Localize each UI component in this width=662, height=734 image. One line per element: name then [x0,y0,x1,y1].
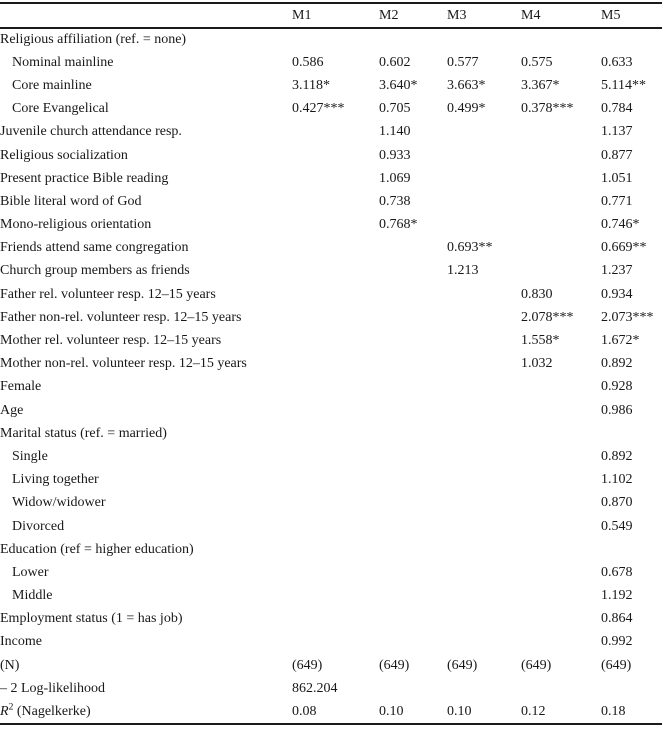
cell-m3 [447,538,521,561]
cell-m1 [292,329,379,352]
cell-m3 [447,677,521,700]
cell-m2 [379,585,447,608]
cell-m5: 1.672* [601,333,640,349]
row-label: (N) [0,657,20,673]
table-row [0,492,662,515]
table-row [0,538,662,561]
cell-m4 [521,376,601,399]
row-label: Father rel. volunteer resp. 12–15 years [0,286,216,302]
cell-m4 [521,190,601,213]
row-label: Mother rel. volunteer resp. 12–15 years [0,333,222,349]
table-row [0,561,662,584]
cell-m1 [292,376,379,399]
cell-m4 [521,260,601,283]
table-row [0,237,662,260]
cell-m5 [601,677,662,700]
cell-m1 [292,399,379,422]
cell-m5 [601,538,662,561]
row-label: Income [0,634,42,650]
cell-m3 [447,167,521,190]
cell-m5: 0.892 [601,356,633,372]
column-header-m4: M4 [521,3,601,28]
cell-m3 [447,585,521,608]
row-label [0,700,292,723]
table-row [0,51,662,74]
cell-m2: 0.705 [379,101,411,117]
cell-m1: 3.118* [292,77,330,93]
table-row [0,608,662,631]
cell-m3: 1.213 [447,263,479,279]
cell-m3: 0.693** [447,240,493,256]
cell-m5: (649) [601,657,632,673]
cell-m5 [601,422,662,445]
cell-m5: 2.073*** [601,309,654,325]
table-row [0,515,662,538]
cell-m3: 0.499* [447,101,486,117]
row-label: Nominal mainline [12,54,114,70]
cell-m1: 0.586 [292,54,324,70]
row-label: Female [0,379,42,395]
cell-m3 [447,121,521,144]
row-label: Core mainline [12,77,92,93]
row-label: Religious affiliation (ref. = none) [0,32,187,48]
row-label: Father non-rel. volunteer resp. 12–15 years [0,309,242,325]
row-label-superscript: 2 [8,701,14,712]
cell-m2: 0.738 [379,193,411,209]
cell-m5: 1.237 [601,263,633,279]
table-row [0,353,662,376]
cell-m5: 0.549 [601,518,633,534]
cell-m3 [447,515,521,538]
cell-m3: 0.577 [447,54,479,70]
row-label: Religious socialization [0,147,128,163]
table-body [0,28,662,724]
cell-m5: 0.928 [601,379,633,395]
cell-m5: 0.678 [601,564,633,580]
cell-m1 [292,515,379,538]
row-label: Juvenile church attendance resp. [0,124,182,140]
row-label: Divorced [12,518,65,534]
cell-m2 [379,561,447,584]
cell-m5: 0.669** [601,240,647,256]
cell-m5: 0.934 [601,286,633,302]
cell-m2 [379,422,447,445]
cell-m4: 3.367* [521,77,560,93]
table-row [0,214,662,237]
cell-m2: 1.140 [379,124,411,140]
cell-m1: 0.08 [292,703,317,719]
cell-m5: 0.870 [601,495,633,511]
cell-m5: 0.746* [601,217,640,233]
cell-m2: 0.768* [379,217,418,233]
cell-m5: 1.051 [601,170,633,186]
table-row [0,74,662,97]
row-label: Mono-religious orientation [0,217,152,233]
cell-m4 [521,399,601,422]
cell-m1 [292,445,379,468]
column-header-m5: M5 [601,3,662,28]
cell-m4: 0.12 [521,703,546,719]
cell-m2 [379,445,447,468]
cell-m2 [379,353,447,376]
table-row [0,121,662,144]
table-row [0,28,662,51]
row-label: Mother non-rel. volunteer resp. 12–15 years [0,356,247,372]
column-header-m3: M3 [447,3,521,28]
cell-m2 [379,631,447,654]
row-label: Present practice Bible reading [0,170,169,186]
cell-m2: 1.069 [379,170,411,186]
cell-m4: 2.078*** [521,309,574,325]
cell-m1 [292,144,379,167]
row-label: Lower [12,564,49,580]
cell-m3 [447,214,521,237]
cell-m5: 0.771 [601,193,633,209]
table-row [0,144,662,167]
cell-m5: 0.864 [601,611,633,627]
cell-m2: 3.640* [379,77,418,93]
cell-m2 [379,608,447,631]
cell-m5: 0.992 [601,634,633,650]
cell-m5: 1.102 [601,472,633,488]
cell-m2: 0.10 [379,703,404,719]
cell-m2: 0.933 [379,147,411,163]
cell-m5: 1.192 [601,588,633,604]
cell-m1 [292,608,379,631]
cell-m4 [521,585,601,608]
cell-m3 [447,190,521,213]
cell-m5: 0.633 [601,54,633,70]
cell-m3 [447,631,521,654]
cell-m3 [447,376,521,399]
cell-m5: 1.137 [601,124,633,140]
cell-m3 [447,353,521,376]
cell-m2 [379,283,447,306]
cell-m2 [379,376,447,399]
cell-m2: 0.602 [379,54,411,70]
cell-m3: 3.663* [447,77,486,93]
row-label: Widow/widower [12,495,106,511]
row-label: Single [12,448,48,464]
cell-m1 [292,237,379,260]
table-row [0,190,662,213]
cell-m2 [379,306,447,329]
table-row [0,399,662,422]
cell-m4 [521,445,601,468]
cell-m4 [521,538,601,561]
cell-m1 [292,469,379,492]
row-label-rest: (Nagelkerke) [13,703,91,719]
cell-m3 [447,399,521,422]
table-row [0,469,662,492]
cell-m2 [379,469,447,492]
cell-m2 [379,260,447,283]
table-header [0,3,662,28]
cell-m4 [521,469,601,492]
cell-m4 [521,677,601,700]
cell-m2 [379,237,447,260]
cell-m4 [521,561,601,584]
table-row [0,283,662,306]
cell-m1: (649) [292,657,323,673]
cell-m1 [292,121,379,144]
header-corner-cell [0,3,292,28]
cell-m3 [447,608,521,631]
table-row [0,677,662,700]
row-label: Marital status (ref. = married) [0,425,167,441]
cell-m1 [292,585,379,608]
cell-m3 [447,445,521,468]
table-row [0,585,662,608]
cell-m1: 862.204 [292,680,338,696]
cell-m1 [292,422,379,445]
row-label: Bible literal word of God [0,193,142,209]
cell-m1 [292,28,379,51]
cell-m4 [521,515,601,538]
table-row [0,654,662,677]
row-label: – 2 Log-likelihood [0,680,105,696]
column-header-m1: M1 [292,3,379,28]
header-row [0,3,662,28]
table-row [0,98,662,121]
cell-m3 [447,306,521,329]
cell-m4 [521,237,601,260]
cell-m1 [292,631,379,654]
cell-m2 [379,538,447,561]
table-row [0,700,662,723]
table-row [0,306,662,329]
cell-m4 [521,121,601,144]
cell-m4 [521,144,601,167]
cell-m4: 0.575 [521,54,553,70]
cell-m1 [292,167,379,190]
cell-m3: 0.10 [447,703,472,719]
cell-m1: 0.427*** [292,101,345,117]
row-label: Middle [12,588,53,604]
row-label: Education (ref = higher education) [0,541,194,557]
row-label: Living together [12,472,99,488]
cell-m5: 0.784 [601,101,633,117]
cell-m3 [447,492,521,515]
cell-m4: (649) [521,657,552,673]
cell-m1 [292,214,379,237]
cell-m1 [292,353,379,376]
cell-m5: 0.892 [601,448,633,464]
cell-m4 [521,492,601,515]
cell-m4: 1.032 [521,356,553,372]
table-row [0,329,662,352]
table-row [0,631,662,654]
table-row [0,422,662,445]
cell-m5: 0.986 [601,402,633,418]
cell-m4: 0.830 [521,286,553,302]
cell-m1 [292,561,379,584]
table-row [0,260,662,283]
cell-m4 [521,422,601,445]
cell-m1 [292,306,379,329]
cell-m2 [379,515,447,538]
row-label: Age [0,402,24,418]
regression-results-table [0,2,662,725]
table-row [0,167,662,190]
cell-m1 [292,283,379,306]
cell-m2: (649) [379,657,410,673]
cell-m5 [601,28,662,51]
row-label: Employment status (1 = has job) [0,611,183,627]
row-label-base: R [0,703,9,719]
cell-m2 [379,677,447,700]
cell-m5: 0.18 [601,703,626,719]
cell-m4 [521,608,601,631]
cell-m4 [521,28,601,51]
cell-m4 [521,167,601,190]
table-row [0,376,662,399]
cell-m5: 5.114** [601,77,646,93]
cell-m3 [447,422,521,445]
cell-m3 [447,283,521,306]
cell-m4 [521,214,601,237]
table-row [0,445,662,468]
cell-m1 [292,538,379,561]
cell-m4: 1.558* [521,333,560,349]
cell-m3 [447,329,521,352]
cell-m3 [447,469,521,492]
cell-m4 [521,631,601,654]
cell-m1 [292,190,379,213]
cell-m2 [379,28,447,51]
cell-m3 [447,144,521,167]
cell-m1 [292,492,379,515]
cell-m2 [379,399,447,422]
column-header-m2: M2 [379,3,447,28]
cell-m5: 0.877 [601,147,633,163]
row-label: Friends attend same congregation [0,240,189,256]
cell-m1 [292,260,379,283]
cell-m2 [379,492,447,515]
cell-m3: (649) [447,657,478,673]
cell-m4: 0.378*** [521,101,574,117]
cell-m3 [447,561,521,584]
cell-m2 [379,329,447,352]
row-label: Church group members as friends [0,263,190,279]
row-label: Core Evangelical [12,101,109,117]
cell-m3 [447,28,521,51]
